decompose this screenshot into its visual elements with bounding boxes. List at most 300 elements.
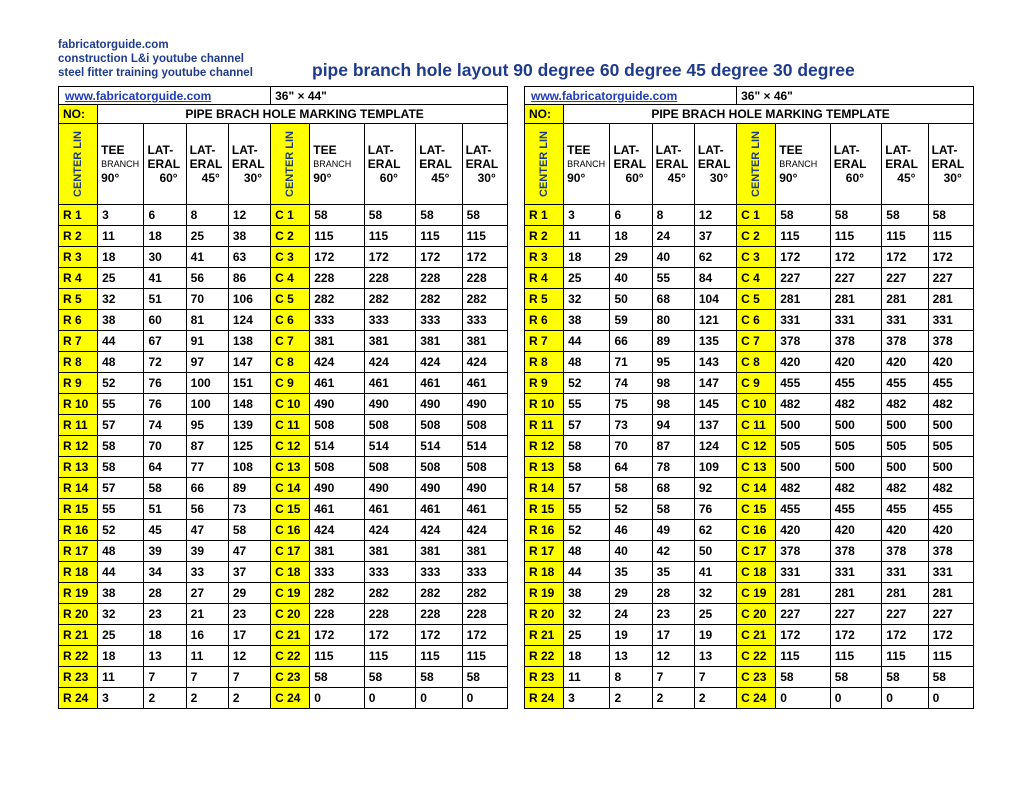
table-cell: 57 bbox=[98, 415, 144, 436]
table-row bbox=[59, 604, 508, 625]
table-row bbox=[525, 415, 974, 436]
row-label: R 6 bbox=[59, 310, 98, 331]
center-label: C 8 bbox=[737, 352, 776, 373]
table-cell: 58 bbox=[564, 436, 610, 457]
row-label: R 10 bbox=[525, 394, 564, 415]
table-cell: 378 bbox=[882, 541, 928, 562]
table-cell: 0 bbox=[462, 688, 507, 709]
table-cell: 0 bbox=[776, 688, 831, 709]
table-cell: 115 bbox=[416, 646, 462, 667]
table-cell: 16 bbox=[186, 625, 228, 646]
row-label: R 19 bbox=[59, 583, 98, 604]
center-label: C 1 bbox=[737, 205, 776, 226]
column-header-angle: 45° bbox=[897, 171, 916, 185]
table-cell: 333 bbox=[416, 562, 462, 583]
table-row bbox=[525, 331, 974, 352]
center-label: C 19 bbox=[737, 583, 776, 604]
table-cell: 57 bbox=[98, 478, 144, 499]
table-cell: 50 bbox=[610, 289, 652, 310]
column-header-line: BRANCH bbox=[101, 159, 140, 169]
table-cell: 73 bbox=[610, 415, 652, 436]
table-cell: 172 bbox=[416, 247, 462, 268]
table-row bbox=[59, 520, 508, 541]
table-cell: 86 bbox=[228, 268, 270, 289]
row-label: R 15 bbox=[525, 499, 564, 520]
table-cell: 38 bbox=[228, 226, 270, 247]
column-header-line: ERAL bbox=[613, 157, 647, 171]
table-cell: 18 bbox=[144, 625, 186, 646]
table-cell: 87 bbox=[652, 436, 694, 457]
table-row bbox=[59, 268, 508, 289]
table-cell: 37 bbox=[228, 562, 270, 583]
row-label: R 13 bbox=[59, 457, 98, 478]
table-cell: 2 bbox=[694, 688, 736, 709]
center-label: C 5 bbox=[737, 289, 776, 310]
table-cell: 8 bbox=[186, 205, 228, 226]
table-cell: 62 bbox=[694, 247, 736, 268]
table-cell: 44 bbox=[564, 331, 610, 352]
table-cell: 48 bbox=[564, 541, 610, 562]
table-cell: 505 bbox=[830, 436, 881, 457]
center-label: C 22 bbox=[737, 646, 776, 667]
center-label: C 16 bbox=[737, 520, 776, 541]
table-cell: 508 bbox=[416, 457, 462, 478]
table-row bbox=[525, 247, 974, 268]
table-cell: 147 bbox=[228, 352, 270, 373]
table-cell: 333 bbox=[364, 310, 415, 331]
table-cell: 24 bbox=[652, 226, 694, 247]
table-cell: 98 bbox=[652, 373, 694, 394]
table-cell: 227 bbox=[928, 604, 973, 625]
row-label: R 16 bbox=[59, 520, 98, 541]
center-label: C 3 bbox=[737, 247, 776, 268]
table-cell: 58 bbox=[228, 520, 270, 541]
table-cell: 58 bbox=[882, 667, 928, 688]
table-cell: 455 bbox=[830, 373, 881, 394]
row-label: R 22 bbox=[525, 646, 564, 667]
row-label: R 12 bbox=[59, 436, 98, 457]
column-header-line: ERAL bbox=[465, 157, 499, 171]
center-label: C 18 bbox=[737, 562, 776, 583]
center-line-label: CENTER LIN bbox=[538, 131, 551, 197]
center-label: C 11 bbox=[737, 415, 776, 436]
column-header-angle: 45° bbox=[431, 171, 450, 185]
table-cell: 172 bbox=[310, 625, 365, 646]
center-label: C 20 bbox=[271, 604, 310, 625]
table-cell: 331 bbox=[830, 310, 881, 331]
table-cell: 505 bbox=[776, 436, 831, 457]
table-cell: 42 bbox=[652, 541, 694, 562]
table-cell: 508 bbox=[416, 415, 462, 436]
row-label: R 14 bbox=[525, 478, 564, 499]
table-cell: 115 bbox=[364, 646, 415, 667]
center-label: C 3 bbox=[271, 247, 310, 268]
table-row bbox=[59, 457, 508, 478]
table-cell: 482 bbox=[928, 478, 973, 499]
center-label: C 4 bbox=[271, 268, 310, 289]
table-cell: 32 bbox=[564, 289, 610, 310]
table-cell: 461 bbox=[462, 499, 507, 520]
center-label: C 5 bbox=[271, 289, 310, 310]
table-cell: 115 bbox=[776, 646, 831, 667]
column-header-line: ERAL bbox=[419, 157, 452, 171]
row-label: R 8 bbox=[59, 352, 98, 373]
table-cell: 28 bbox=[144, 583, 186, 604]
table-cell: 490 bbox=[364, 394, 415, 415]
column-header-angle: 30° bbox=[709, 171, 729, 185]
table-cell: 58 bbox=[364, 667, 415, 688]
table-cell: 500 bbox=[928, 415, 973, 436]
table-cell: 514 bbox=[310, 436, 365, 457]
column-header-angle: 45° bbox=[201, 171, 220, 185]
center-label: C 21 bbox=[271, 625, 310, 646]
table-cell: 508 bbox=[364, 457, 415, 478]
table-row bbox=[525, 289, 974, 310]
table-cell: 115 bbox=[364, 226, 415, 247]
column-header-line: TEE bbox=[313, 143, 337, 157]
table-cell: 0 bbox=[310, 688, 365, 709]
table-cell: 58 bbox=[462, 667, 507, 688]
table-cell: 23 bbox=[228, 604, 270, 625]
table-cell: 333 bbox=[310, 310, 365, 331]
center-label: C 2 bbox=[737, 226, 776, 247]
table-cell: 227 bbox=[776, 268, 831, 289]
column-header-line: TEE bbox=[567, 143, 591, 157]
center-label: C 9 bbox=[737, 373, 776, 394]
table-cell: 23 bbox=[144, 604, 186, 625]
table-cell: 455 bbox=[928, 373, 973, 394]
table-cell: 424 bbox=[310, 520, 365, 541]
table-cell: 455 bbox=[776, 499, 831, 520]
center-label: C 17 bbox=[271, 541, 310, 562]
center-label: C 7 bbox=[737, 331, 776, 352]
column-header-1 bbox=[310, 124, 365, 205]
table-cell: 106 bbox=[228, 289, 270, 310]
table-cell: 92 bbox=[694, 478, 736, 499]
center-label: C 16 bbox=[271, 520, 310, 541]
table-cell: 17 bbox=[228, 625, 270, 646]
table-cell: 95 bbox=[652, 352, 694, 373]
table-cell: 58 bbox=[462, 205, 507, 226]
table-cell: 455 bbox=[776, 373, 831, 394]
center-line-header bbox=[271, 124, 310, 205]
table-cell: 490 bbox=[416, 394, 462, 415]
table-cell: 12 bbox=[652, 646, 694, 667]
table-row bbox=[525, 688, 974, 709]
table-cell: 461 bbox=[310, 373, 365, 394]
table-cell: 227 bbox=[830, 604, 881, 625]
table-cell: 172 bbox=[776, 247, 831, 268]
table-cell: 13 bbox=[144, 646, 186, 667]
center-label: C 6 bbox=[737, 310, 776, 331]
table-row bbox=[59, 394, 508, 415]
table-cell: 0 bbox=[830, 688, 881, 709]
table-cell: 84 bbox=[694, 268, 736, 289]
column-header-line: LAT- bbox=[189, 143, 216, 157]
table-cell: 172 bbox=[882, 247, 928, 268]
table-cell: 94 bbox=[652, 415, 694, 436]
template-table-left bbox=[58, 86, 508, 709]
table-cell: 44 bbox=[98, 562, 144, 583]
table-cell: 3 bbox=[564, 205, 610, 226]
center-label: C 22 bbox=[271, 646, 310, 667]
table-cell: 40 bbox=[610, 541, 652, 562]
column-header-line: ERAL bbox=[885, 157, 918, 171]
table-cell: 109 bbox=[694, 457, 736, 478]
table-cell: 38 bbox=[564, 310, 610, 331]
table-row bbox=[59, 226, 508, 247]
table-cell: 461 bbox=[364, 499, 415, 520]
center-label: C 17 bbox=[737, 541, 776, 562]
row-label: R 4 bbox=[59, 268, 98, 289]
table-cell: 58 bbox=[830, 205, 881, 226]
table-cell: 59 bbox=[610, 310, 652, 331]
table-cell: 58 bbox=[98, 436, 144, 457]
table-cell: 228 bbox=[416, 268, 462, 289]
table-cell: 282 bbox=[462, 289, 507, 310]
channel-line-1: construction L&i youtube channel bbox=[58, 53, 244, 65]
website-link[interactable]: www.fabricatorguide.com bbox=[59, 87, 271, 105]
table-cell: 18 bbox=[564, 646, 610, 667]
table-cell: 115 bbox=[462, 226, 507, 247]
table-cell: 420 bbox=[830, 352, 881, 373]
table-row bbox=[525, 499, 974, 520]
table-cell: 63 bbox=[228, 247, 270, 268]
table-cell: 500 bbox=[882, 415, 928, 436]
page-title: pipe branch hole layout 90 degree 60 degree 45 degree 30 degree bbox=[312, 60, 855, 80]
table-cell: 52 bbox=[98, 373, 144, 394]
column-header-line: LAT- bbox=[833, 143, 860, 157]
table-cell: 28 bbox=[652, 583, 694, 604]
table-cell: 89 bbox=[228, 478, 270, 499]
table-row bbox=[59, 310, 508, 331]
table-cell: 115 bbox=[776, 226, 831, 247]
table-cell: 30 bbox=[144, 247, 186, 268]
table-cell: 135 bbox=[694, 331, 736, 352]
table-cell: 34 bbox=[144, 562, 186, 583]
table-row bbox=[525, 352, 974, 373]
table-cell: 461 bbox=[364, 373, 415, 394]
row-label: R 3 bbox=[525, 247, 564, 268]
table-cell: 172 bbox=[830, 625, 881, 646]
column-header-line: ERAL bbox=[189, 157, 223, 171]
table-cell: 57 bbox=[564, 415, 610, 436]
table-cell: 78 bbox=[652, 457, 694, 478]
website-link[interactable]: www.fabricatorguide.com bbox=[525, 87, 737, 105]
table-cell: 7 bbox=[694, 667, 736, 688]
table-cell: 514 bbox=[462, 436, 507, 457]
table-cell: 281 bbox=[776, 583, 831, 604]
table-cell: 461 bbox=[310, 499, 365, 520]
row-label: R 20 bbox=[59, 604, 98, 625]
row-label: R 24 bbox=[525, 688, 564, 709]
table-row bbox=[525, 478, 974, 499]
table-cell: 381 bbox=[462, 541, 507, 562]
table-cell: 98 bbox=[652, 394, 694, 415]
table-cell: 44 bbox=[98, 331, 144, 352]
column-header-angle: 60° bbox=[625, 171, 644, 185]
table-cell: 378 bbox=[776, 331, 831, 352]
center-label: C 21 bbox=[737, 625, 776, 646]
table-cell: 51 bbox=[144, 289, 186, 310]
center-label: C 23 bbox=[271, 667, 310, 688]
table-cell: 381 bbox=[462, 331, 507, 352]
column-header-angle: 30° bbox=[477, 171, 496, 185]
table-cell: 25 bbox=[186, 226, 228, 247]
table-cell: 58 bbox=[364, 205, 415, 226]
table-cell: 58 bbox=[416, 205, 462, 226]
column-header-line: LAT- bbox=[367, 143, 394, 157]
table-row bbox=[525, 625, 974, 646]
table-cell: 12 bbox=[228, 646, 270, 667]
center-line-header bbox=[525, 124, 564, 205]
table-cell: 55 bbox=[564, 499, 610, 520]
table-cell: 48 bbox=[564, 352, 610, 373]
row-label: R 21 bbox=[59, 625, 98, 646]
template-table-right bbox=[524, 86, 974, 709]
table-row bbox=[525, 604, 974, 625]
table-cell: 378 bbox=[830, 331, 881, 352]
column-header-angle: 30° bbox=[243, 171, 263, 185]
table-cell: 91 bbox=[186, 331, 228, 352]
table-cell: 228 bbox=[462, 268, 507, 289]
table-cell: 0 bbox=[416, 688, 462, 709]
table-cell: 282 bbox=[310, 583, 365, 604]
header-channels bbox=[58, 38, 253, 80]
table-row bbox=[59, 541, 508, 562]
row-label: R 6 bbox=[525, 310, 564, 331]
table-cell: 455 bbox=[882, 373, 928, 394]
table-cell: 172 bbox=[830, 247, 881, 268]
table-cell: 50 bbox=[694, 541, 736, 562]
column-header-3 bbox=[652, 124, 694, 205]
table-cell: 227 bbox=[776, 604, 831, 625]
table-cell: 39 bbox=[144, 541, 186, 562]
table-cell: 70 bbox=[144, 436, 186, 457]
table-cell: 71 bbox=[610, 352, 652, 373]
table-cell: 381 bbox=[416, 331, 462, 352]
column-header-angle: 60° bbox=[845, 171, 864, 185]
table-cell: 2 bbox=[186, 688, 228, 709]
table-cell: 228 bbox=[364, 604, 415, 625]
center-label: C 15 bbox=[271, 499, 310, 520]
table-cell: 281 bbox=[928, 583, 973, 604]
table-row bbox=[525, 520, 974, 541]
table-cell: 514 bbox=[364, 436, 415, 457]
row-label: R 18 bbox=[525, 562, 564, 583]
table-cell: 455 bbox=[882, 499, 928, 520]
row-label: R 9 bbox=[59, 373, 98, 394]
center-label: C 19 bbox=[271, 583, 310, 604]
table-cell: 13 bbox=[694, 646, 736, 667]
column-header-line: ERAL bbox=[367, 157, 401, 171]
table-cell: 455 bbox=[830, 499, 881, 520]
table-cell: 424 bbox=[462, 520, 507, 541]
table-cell: 420 bbox=[776, 352, 831, 373]
table-cell: 381 bbox=[310, 541, 365, 562]
row-label: R 17 bbox=[59, 541, 98, 562]
table-cell: 23 bbox=[652, 604, 694, 625]
table-cell: 100 bbox=[186, 394, 228, 415]
table-cell: 508 bbox=[462, 415, 507, 436]
column-header-line: ERAL bbox=[147, 157, 181, 171]
table-cell: 38 bbox=[98, 310, 144, 331]
table-cell: 68 bbox=[652, 478, 694, 499]
table-row bbox=[525, 373, 974, 394]
table-cell: 8 bbox=[610, 667, 652, 688]
row-label: R 23 bbox=[525, 667, 564, 688]
table-cell: 115 bbox=[830, 646, 881, 667]
table-cell: 282 bbox=[416, 583, 462, 604]
table-cell: 172 bbox=[416, 625, 462, 646]
table-cell: 64 bbox=[610, 457, 652, 478]
table-cell: 115 bbox=[462, 646, 507, 667]
table-cell: 228 bbox=[364, 268, 415, 289]
table-row bbox=[525, 562, 974, 583]
table-cell: 62 bbox=[694, 520, 736, 541]
table-cell: 115 bbox=[882, 646, 928, 667]
center-label: C 23 bbox=[737, 667, 776, 688]
center-label: C 24 bbox=[271, 688, 310, 709]
table-cell: 0 bbox=[882, 688, 928, 709]
table-cell: 281 bbox=[830, 583, 881, 604]
table-row bbox=[59, 688, 508, 709]
column-header-angle: 45° bbox=[667, 171, 686, 185]
table-cell: 482 bbox=[882, 478, 928, 499]
row-label: R 5 bbox=[525, 289, 564, 310]
table-cell: 58 bbox=[830, 667, 881, 688]
table-cell: 282 bbox=[364, 583, 415, 604]
table-cell: 25 bbox=[564, 625, 610, 646]
table-row bbox=[59, 415, 508, 436]
table-row bbox=[59, 625, 508, 646]
table-cell: 100 bbox=[186, 373, 228, 394]
table-cell: 424 bbox=[310, 352, 365, 373]
table-cell: 508 bbox=[310, 457, 365, 478]
table-cell: 281 bbox=[776, 289, 831, 310]
center-label: C 13 bbox=[737, 457, 776, 478]
table-cell: 333 bbox=[310, 562, 365, 583]
table-cell: 378 bbox=[928, 331, 973, 352]
table-cell: 115 bbox=[928, 646, 973, 667]
table-cell: 70 bbox=[186, 289, 228, 310]
column-header-3 bbox=[882, 124, 928, 205]
table-cell: 0 bbox=[928, 688, 973, 709]
table-cell: 282 bbox=[364, 289, 415, 310]
table-cell: 500 bbox=[776, 415, 831, 436]
table-cell: 55 bbox=[652, 268, 694, 289]
table-cell: 66 bbox=[610, 331, 652, 352]
table-cell: 500 bbox=[882, 457, 928, 478]
table-row bbox=[59, 436, 508, 457]
table-row bbox=[59, 562, 508, 583]
table-cell: 490 bbox=[462, 478, 507, 499]
table-cell: 228 bbox=[310, 604, 365, 625]
table-cell: 76 bbox=[144, 373, 186, 394]
table-cell: 420 bbox=[928, 352, 973, 373]
column-header-line: ERAL bbox=[655, 157, 689, 171]
table-cell: 25 bbox=[98, 625, 144, 646]
row-label: R 16 bbox=[525, 520, 564, 541]
table-cell: 12 bbox=[228, 205, 270, 226]
table-cell: 52 bbox=[564, 520, 610, 541]
table-cell: 172 bbox=[310, 247, 365, 268]
row-label: R 7 bbox=[59, 331, 98, 352]
center-label: C 2 bbox=[271, 226, 310, 247]
column-header-line: LAT- bbox=[931, 143, 958, 157]
table-cell: 52 bbox=[98, 520, 144, 541]
table-cell: 32 bbox=[98, 289, 144, 310]
